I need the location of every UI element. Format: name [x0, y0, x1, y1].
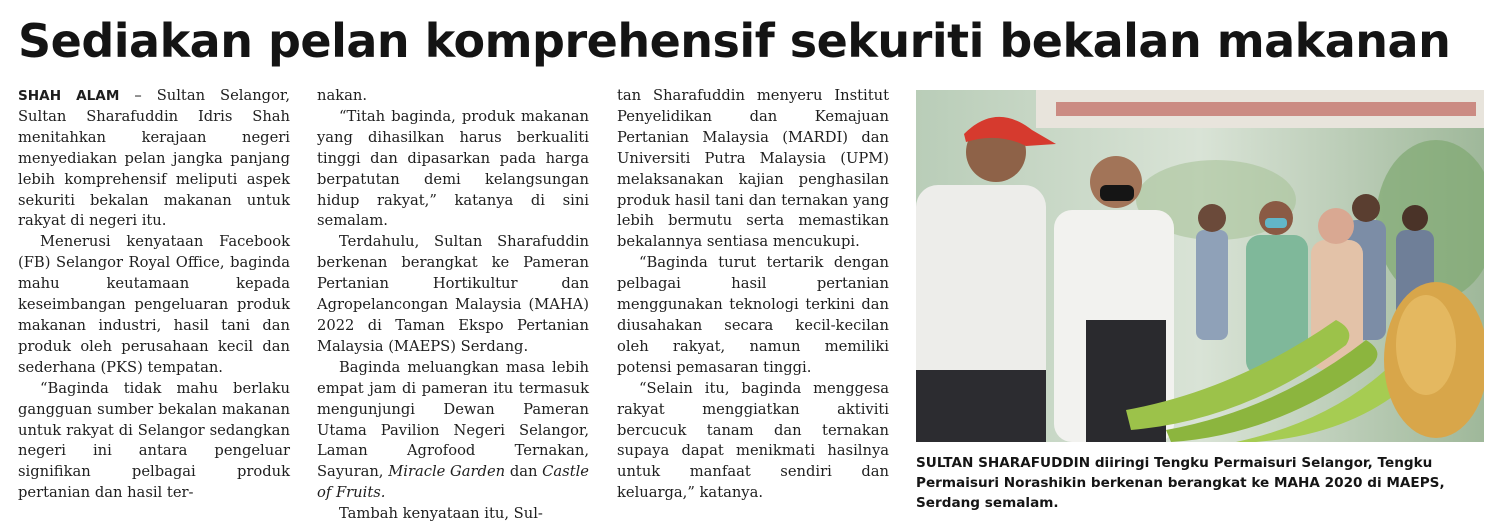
- article-paragraph: nakan.: [317, 87, 368, 104]
- photo-illustration: [916, 90, 1484, 442]
- news-photo: [916, 90, 1484, 442]
- article-paragraph: [317, 358, 589, 504]
- article-column-3: [617, 86, 889, 504]
- article-paragraph: Menerusi kenyataan Facebook (FB) Selangor Royal Office, baginda mahu keutamaan kepada keseimbangan pengeluaran produk makanan industri, hasil tani dan produk oleh perusahaan kecil dan sederhana (PKS) tempatan.: [18, 233, 290, 376]
- article-paragraph: Tambah kenyataan itu, Sul-: [339, 505, 543, 523]
- dateline: SHAH ALAM: [18, 88, 120, 104]
- article-paragraph: “Baginda tidak mahu berlaku gangguan sumber bekalan makanan untuk rakyat di Selangor sedangkan negeri ini antara pengeluar signifikan pelbagai produk pertanian dan hasil ter-: [18, 379, 290, 502]
- paragraph-text: dan: [509, 463, 538, 481]
- article-paragraph: [18, 86, 290, 232]
- paragraph-text: Baginda meluangkan masa lebih empat jam di pameran itu termasuk mengunjungi Dewan Pameran Utama Pavilion Negeri Selangor, Laman Agrofood Ternakan, Sayuran,: [317, 358, 589, 481]
- headline: Sediakan pelan komprehensif sekuriti bekalan makanan: [18, 14, 1451, 68]
- photo-caption: SULTAN SHARAFUDDIN diiringi Tengku Permaisuri Selangor, Tengku Permaisuri Norashikin berkenan berangkat ke MAHA 2020 di MAEPS, Serdang semalam.: [916, 455, 1445, 511]
- paragraph-text: – Sultan Selangor, Sultan Sharafuddin Idris Shah menitahkan kerajaan negeri menyediakan pelan jangka panjang lebih komprehensif meliputi aspek sekuriti bekalan makanan untuk rakyat di negeri itu.: [18, 87, 291, 230]
- italic-title: Castle of Fruits.: [317, 463, 589, 502]
- article-paragraph: “Baginda turut tertarik dengan pelbagai hasil pertanian menggunakan teknologi terkini dan diusahakan secara kecil-kecilan oleh rakyat, namun memiliki potensi pemasaran tinggi.: [617, 254, 889, 376]
- article-column-2: [317, 86, 589, 525]
- article-column-1: [18, 86, 290, 504]
- article-paragraph: “Selain itu, baginda menggesa rakyat menggiatkan aktiviti bercucuk tanam dan ternakan supaya dapat menikmati hasilnya untuk manfaat sendiri dan keluarga,” katanya.: [617, 379, 889, 502]
- italic-title: Miracle Garden: [388, 463, 506, 481]
- article-paragraph: “Titah baginda, produk makanan yang dihasilkan harus berkualiti tinggi dan dipasarkan pada harga berpatutan demi kelangsungan hidup rakyat,” katanya di sini semalam.: [317, 107, 589, 230]
- article-paragraph: tan Sharafuddin menyeru Institut Penyelidikan dan Kemajuan Pertanian Malaysia (MARDI) dan Universiti Putra Malaysia (UPM) melaksanakan kajian penghasilan produk hasil tani dan ternakan yang lebih bermutu serta memastikan bekalannya sentiasa mencukupi.: [617, 87, 889, 251]
- article-paragraph: Terdahulu, Sultan Sharafuddin berkenan berangkat ke Pameran Pertanian Hortikultur dan Agropelancongan Malaysia (MAHA) 2022 di Taman Ekspo Pertanian Malaysia (MAEPS) Serdang.: [317, 233, 589, 355]
